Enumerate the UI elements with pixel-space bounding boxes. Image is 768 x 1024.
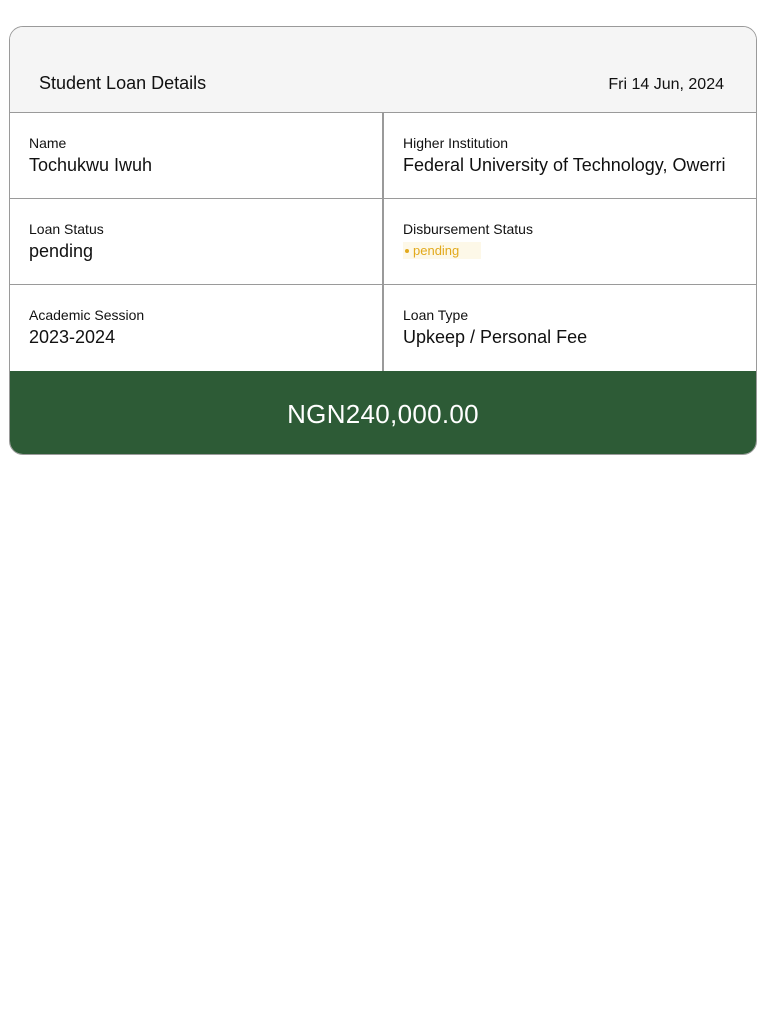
loan-type-value: Upkeep / Personal Fee (403, 327, 588, 347)
academic-session-value: 2023-2024 (29, 327, 116, 347)
institution-value: Federal University of Technology, Owerri (403, 155, 726, 175)
loan-amount: NGN240,000.00 (287, 398, 479, 429)
name-label: Name (29, 135, 67, 151)
card-date: Fri 14 Jun, 2024 (608, 76, 724, 93)
academic-session-cell (10, 285, 384, 371)
loan-status-cell (10, 199, 384, 285)
disbursement-status-label: Disbursement Status (403, 221, 533, 237)
academic-session-label: Academic Session (29, 307, 145, 323)
card-title: Student Loan Details (39, 73, 207, 93)
status-badge-text: pending (413, 243, 460, 258)
card-header (10, 27, 756, 113)
loan-type-label: Loan Type (403, 307, 469, 323)
details-grid (10, 113, 756, 371)
loan-status-value: pending (29, 241, 94, 261)
status-badge (403, 242, 481, 259)
disbursement-status-cell (384, 199, 756, 285)
loan-status-label: Loan Status (29, 221, 104, 237)
institution-label: Higher Institution (403, 135, 509, 151)
dot-icon (405, 249, 409, 253)
institution-cell (384, 113, 756, 199)
name-value: Tochukwu Iwuh (29, 155, 153, 175)
loan-type-cell (384, 285, 756, 371)
loan-details-card (9, 26, 757, 455)
amount-bar (10, 371, 756, 455)
name-cell (10, 113, 384, 199)
